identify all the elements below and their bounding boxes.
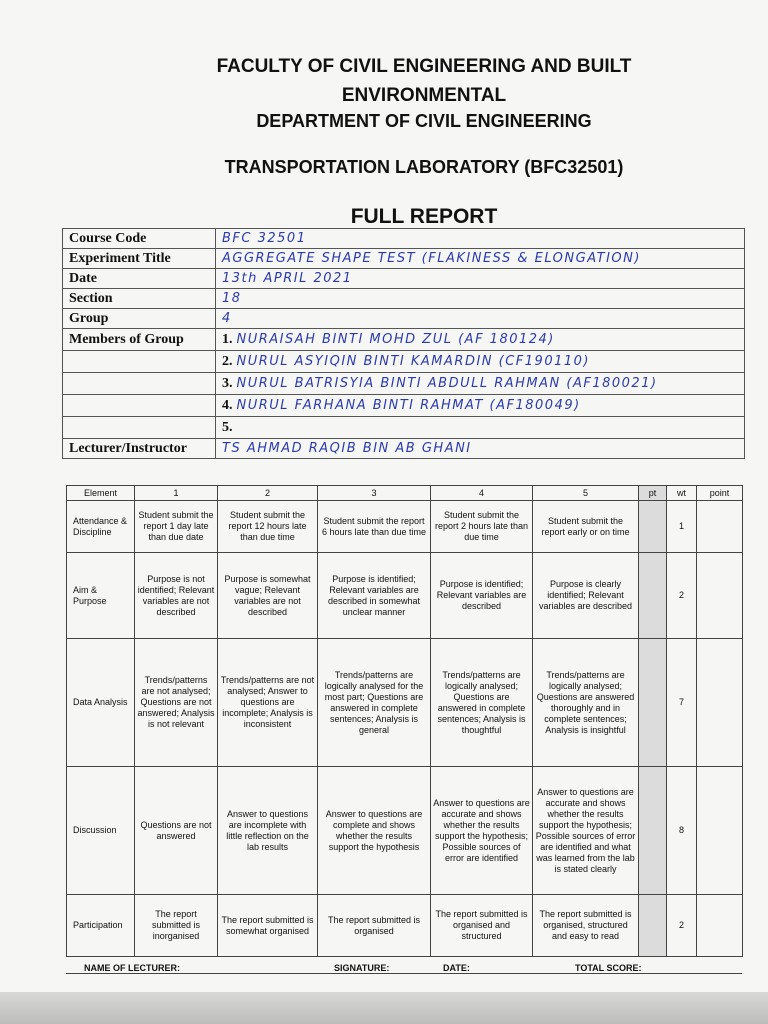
rubric-cell: Student submit the report 1 day late than due date [135, 501, 218, 553]
rubric-cell: The report submitted is somewhat organised [218, 895, 318, 957]
member-item: 4. NURUL FARHANA BINTI RAHMAT (AF180049) [216, 395, 745, 417]
member-item: 2. NURUL ASYIQIN BINTI KAMARDIN (CF190110) [216, 351, 745, 373]
rubric-header: wt [667, 486, 697, 501]
rubric-element: Attendance & Discipline [67, 501, 135, 553]
rubric-cell: Student submit the report 12 hours late than due time [218, 501, 318, 553]
rubric-cell: Answer to questions are accurate and shows whether the results support the hypothesis; Possible sources of error are identified and what was learned from the lab is stated clearly [533, 767, 639, 895]
weight-cell: 1 [667, 501, 697, 553]
rubric-header: 1 [135, 486, 218, 501]
faculty-title-cont: ENVIRONMENTAL [341, 85, 507, 106]
rubric-cell: Purpose is somewhat vague; Relevant variables are not described [218, 553, 318, 639]
member-item: 5. [216, 417, 745, 439]
member-item: 1. NURAISAH BINTI MOHD ZUL (AF 180124) [216, 329, 745, 351]
rubric-cell: Purpose is clearly identified; Relevant variables are described [533, 553, 639, 639]
rubric-cell: Trends/patterns are logically analysed; Questions are answered thoroughly and in complete sentences; Analysis is insightful [533, 639, 639, 767]
rubric-element: Participation [67, 895, 135, 957]
weight-cell: 8 [667, 767, 697, 895]
rubric-cell: Purpose is identified; Relevant variables are described [431, 553, 533, 639]
rubric-cell: Answer to questions are accurate and shows whether the results support the hypothesis; Possible sources of error are identified [431, 767, 533, 895]
member-item: 3. NURUL BATRISYIA BINTI ABDULL RAHMAN (AF180021) [216, 373, 745, 395]
rubric-header: 2 [218, 486, 318, 501]
page-edge-shadow [0, 992, 768, 1024]
course-code-label: Course Code [63, 229, 216, 249]
lecturer-name-label: NAME OF LECTURER: [84, 963, 180, 973]
rubric-header: 5 [533, 486, 639, 501]
pt-cell [639, 501, 667, 553]
course-code-value: BFC 32501 [216, 229, 745, 249]
footer-divider [66, 973, 742, 974]
experiment-title-value: AGGREGATE SHAPE TEST (FLAKINESS & ELONGATION) [216, 249, 745, 269]
faculty-title: FACULTY OF CIVIL ENGINEERING AND BUILT [216, 56, 632, 77]
rubric-cell: Student submit the report early or on time [533, 501, 639, 553]
rubric-cell: Student submit the report 6 hours late than due time [318, 501, 431, 553]
info-table [62, 228, 745, 459]
rubric-header: Element [67, 486, 135, 501]
report-title: FULL REPORT [350, 205, 498, 228]
point-cell [697, 553, 743, 639]
rubric-cell: Answer to questions are complete and shows whether the results support the hypothesis [318, 767, 431, 895]
rubric-cell: Student submit the report 2 hours late than due time [431, 501, 533, 553]
rubric-header: 4 [431, 486, 533, 501]
rubric-cell: The report submitted is organised, structured and easy to read [533, 895, 639, 957]
section-label: Section [63, 289, 216, 309]
point-cell [697, 895, 743, 957]
point-cell [697, 501, 743, 553]
weight-cell: 2 [667, 553, 697, 639]
department-title: DEPARTMENT OF CIVIL ENGINEERING [256, 111, 592, 131]
point-cell [697, 639, 743, 767]
rubric-table [66, 485, 743, 957]
point-cell [697, 767, 743, 895]
pt-cell [639, 767, 667, 895]
experiment-title-label: Experiment Title [63, 249, 216, 269]
rubric-cell: Purpose is identified; Relevant variables are described in somewhat unclear manner [318, 553, 431, 639]
pt-cell [639, 639, 667, 767]
rubric-header: point [697, 486, 743, 501]
group-label: Group [63, 309, 216, 329]
rubric-header: 3 [318, 486, 431, 501]
date-value: 13th APRIL 2021 [216, 269, 745, 289]
rubric-header: pt [639, 486, 667, 501]
footer-date-label: DATE: [443, 963, 470, 973]
rubric-cell: Questions are not answered [135, 767, 218, 895]
lecturer-label: Lecturer/Instructor [63, 439, 216, 459]
rubric-cell: Trends/patterns are logically analysed for the most part; Questions are answered in complete sentences; Analysis is general [318, 639, 431, 767]
signature-label: SIGNATURE: [334, 963, 390, 973]
date-label: Date [63, 269, 216, 289]
rubric-element: Aim & Purpose [67, 553, 135, 639]
rubric-cell: The report submitted is organised and structured [431, 895, 533, 957]
rubric-element: Discussion [67, 767, 135, 895]
pt-cell [639, 553, 667, 639]
rubric-cell: Trends/patterns are not analysed; Answer to questions are incomplete; Analysis is inconsistent [218, 639, 318, 767]
lecturer-value: TS AHMAD RAQIB BIN AB GHANI [216, 439, 745, 459]
members-label: Members of Group [63, 329, 216, 351]
total-score-label: TOTAL SCORE: [575, 963, 642, 973]
weight-cell: 7 [667, 639, 697, 767]
lab-title: TRANSPORTATION LABORATORY (BFC32501) [224, 157, 624, 177]
pt-cell [639, 895, 667, 957]
rubric-cell: The report submitted is inorganised [135, 895, 218, 957]
section-value: 18 [216, 289, 745, 309]
rubric-element: Data Analysis [67, 639, 135, 767]
rubric-cell: Trends/patterns are not analysed; Questions are not answered; Analysis is not relevant [135, 639, 218, 767]
rubric-cell: Purpose is not identified; Relevant variables are not described [135, 553, 218, 639]
rubric-cell: The report submitted is organised [318, 895, 431, 957]
weight-cell: 2 [667, 895, 697, 957]
group-value: 4 [216, 309, 745, 329]
rubric-cell: Trends/patterns are logically analysed; Questions are answered in complete sentences; Analysis is thoughtful [431, 639, 533, 767]
rubric-cell: Answer to questions are incomplete with little reflection on the lab results [218, 767, 318, 895]
